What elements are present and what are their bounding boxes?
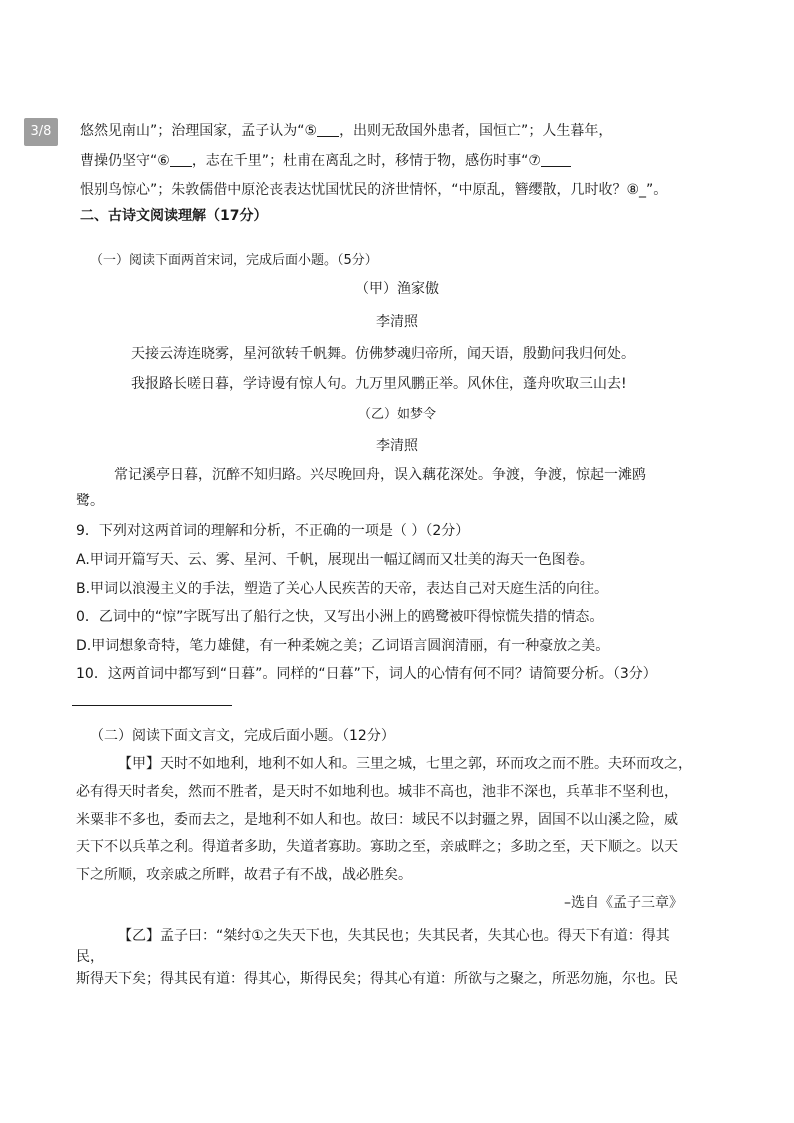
poem-a-author: 李清照 [376,314,418,330]
passage-a-line-5: 下之所顺，攻亲戚之所畔，故君子有不战，战必胜矣。 [76,867,412,883]
part2-intro: （二）阅读下面文言文，完成后面小题。（12分） [90,728,395,744]
section-2-title: 二、古诗文阅读理解（17分） [80,208,268,224]
fill-blank-text: 悠然见南山”；治理国家，孟子认为“⑤ [80,123,318,139]
fill-blank-line-1 [80,120,612,140]
passage-b-line-3: 斯得天下矣；得其民有道：得其心，斯得民矣；得其心有道：所欲与之聚之，所恶勿施，尔也。民 [76,971,678,987]
passage-a-line-2: 必有得天时者矣，然而不胜者，是天时不如地利也。城非不高也，池非不深也，兵革非不坚利也， [76,784,678,800]
poem-b-line-2: 鹭。 [76,493,104,509]
question-10-stem: 10．这两首词中都写到“日暮”。同样的“日暮”下，词人的心情有何不同？请简要分析。（3分） [76,666,657,682]
poem-a-title: （甲）渔家傲 [355,281,439,297]
poem-b-title: （乙）如梦令 [357,407,436,422]
fill-blank-text: 曹操仍坚守“⑥ [80,153,170,169]
part1-intro: （一）阅读下面两首宋词，完成后面小题。（5分） [90,253,378,268]
passage-b-line-1: 【乙】孟子曰：“桀纣①之失天下也，失其民也；失其民者，失其心也。得天下有道：得其 [118,928,670,944]
question-9-option-d: D.甲词想象奇特，笔力雄健，有一种柔婉之美；乙词语言圆润清丽，有一种豪放之美。 [76,638,610,654]
passage-b-line-2: 民， [76,949,104,965]
fill-blank-line-3: 恨别鸟惊心”；朱敦儒借中原沦丧表达忧国忧民的济世情怀，“中原乱，簪缨散，几时收？⑧_”。 [80,182,668,198]
fill-blank-text: ，出则无敌国外患者，国恒亡”；人生暮年， [339,123,613,139]
answer-blank-7 [541,152,571,167]
fill-blank-text: ，志在千里”；杜甫在离乱之时，移情于物，感伤时事“⑦ [191,153,541,169]
answer-line [72,705,232,706]
passage-a-line-1: 【甲】天时不如地利，地利不如人和。三里之城，七里之郭，环而攻之而不胜。夫环而攻之， [118,756,692,772]
passage-a-line-4: 天下不以兵革之利。得道者多助，失道者寡助。寡助之至，亲戚畔之；多助之至，天下顺之。以天 [76,839,678,855]
fill-blank-line-2 [80,150,571,170]
question-9-option-c: 0．乙词中的“惊”字既写出了船行之快，又写出小洲上的鸥鹭被吓得惊慌失措的情态。 [76,609,604,625]
answer-blank-6 [170,152,192,167]
poem-b-line-1: 常记溪亭日暮，沉醉不知归路。兴尽晚回舟，误入藕花深处。争渡，争渡，惊起一滩鸥 [114,467,646,483]
answer-blank-5 [317,122,339,137]
passage-a-line-3: 米粟非不多也，委而去之，是地利不如人和也。故曰：域民不以封疆之界，固国不以山溪之险，威 [76,812,678,828]
question-9-option-a: A.甲词开篇写天、云、雾、星河、千帆，展现出一幅辽阔而又壮美的海天一色图卷。 [76,552,594,568]
poem-a-line-1: 天接云涛连晓雾，星河欲转千帆舞。仿佛梦魂归帝所，闻天语，殷勤问我归何处。 [131,346,635,362]
question-9-stem: 9．下列对这两首词的理解和分析，不正确的一项是（ ）（2分） [76,523,470,539]
poem-a-line-2: 我报路长嗟日暮，学诗谩有惊人句。九万里风鹏正举。风休住，蓬舟吹取三山去! [131,376,627,392]
passage-a-source: –选自《孟子三章》 [564,895,683,911]
page-indicator-badge: 3/8 [24,118,58,146]
question-9-option-b: B.甲词以浪漫主义的手法，塑造了关心人民疾苦的天帝，表达自己对天庭生活的向往。 [76,581,609,597]
poem-b-author: 李清照 [376,438,418,454]
